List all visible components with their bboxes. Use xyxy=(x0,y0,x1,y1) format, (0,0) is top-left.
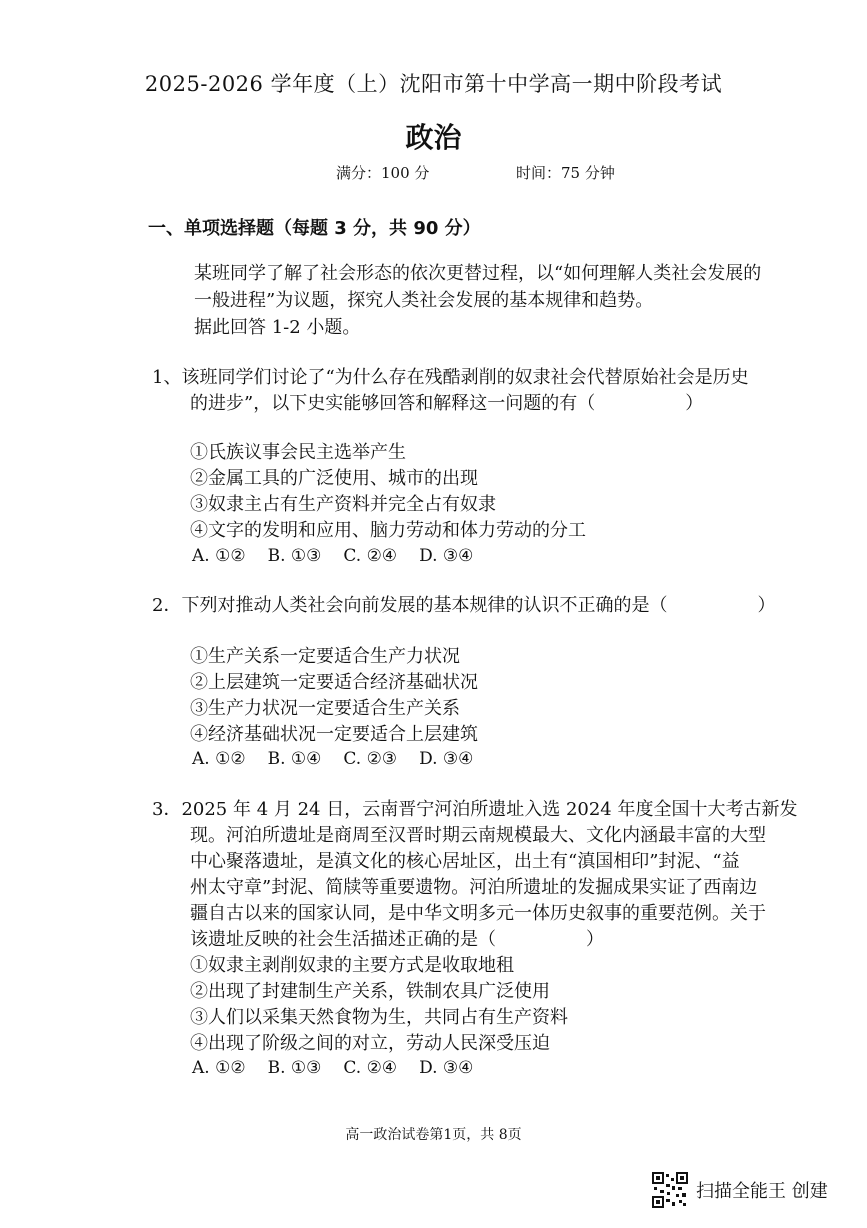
question-1-choices xyxy=(192,546,473,566)
section-heading: 一、单项选择题（每题 3 分，共 90 分） xyxy=(148,218,481,239)
question-3-choices xyxy=(192,1058,473,1078)
question-1-stem: 的进步”，以下史实能够回答和解释这一问题的有（ ） xyxy=(190,393,704,414)
question-2-stem: 2．下列对推动人类社会向前发展的基本规律的认识不正确的是（ ） xyxy=(152,595,776,616)
choice-d[interactable]: D. ③④ xyxy=(419,749,474,769)
full-score: 满分：100 分 xyxy=(336,164,430,182)
choice-a[interactable]: A. ①② xyxy=(192,546,246,566)
choice-b[interactable]: B. ①③ xyxy=(267,546,322,566)
question-3-option: ①奴隶主剥削奴隶的主要方式是收取地租 xyxy=(190,955,514,976)
exam-time: 时间：75 分钟 xyxy=(516,164,615,182)
intro-line: 一般进程”为议题，探究人类社会发展的基本规律和趋势。 xyxy=(194,290,654,311)
question-3-stem: 该遗址反映的社会生活描述正确的是（ ） xyxy=(190,929,604,950)
choice-d[interactable]: D. ③④ xyxy=(419,546,474,566)
question-2-option: ③生产力状况一定要适合生产关系 xyxy=(190,698,460,719)
question-1-option: ③奴隶主占有生产资料并完全占有奴隶 xyxy=(190,494,496,515)
question-1-option: ④文字的发明和应用、脑力劳动和体力劳动的分工 xyxy=(190,520,586,541)
question-1-stem: 1、该班同学们讨论了“为什么存在残酷剥削的奴隶社会代替原始社会是历史 xyxy=(152,367,749,388)
subject-title: 政治 xyxy=(405,121,462,154)
question-3-option: ④出现了阶级之间的对立，劳动人民深受压迫 xyxy=(190,1033,550,1054)
intro-line: 某班同学了解了社会形态的依次更替过程，以“如何理解人类社会发展的 xyxy=(194,263,762,284)
question-3-option: ③人们以采集天然食物为生，共同占有生产资料 xyxy=(190,1007,568,1028)
question-3-stem: 现。河泊所遗址是商周至汉晋时期云南规模最大、文化内涵最丰富的大型 xyxy=(190,825,766,846)
question-2-option: ①生产关系一定要适合生产力状况 xyxy=(190,646,460,667)
question-2-option: ②上层建筑一定要适合经济基础状况 xyxy=(190,672,478,693)
question-3-stem: 3．2025 年 4 月 24 日，云南晋宁河泊所遗址入选 2024 年度全国十大考古新发 xyxy=(152,799,798,820)
qr-code-icon xyxy=(652,1172,688,1208)
question-1-option: ②金属工具的广泛使用、城市的出现 xyxy=(190,468,478,489)
choice-c[interactable]: C. ②④ xyxy=(343,546,398,566)
choice-b[interactable]: B. ①④ xyxy=(267,749,322,769)
question-1-option: ①氏族议事会民主选举产生 xyxy=(190,442,406,463)
question-3-option: ②出现了封建制生产关系，铁制农具广泛使用 xyxy=(190,981,550,1002)
choice-c[interactable]: C. ②③ xyxy=(343,749,398,769)
page-footer: 高一政治试卷第1页，共 8页 xyxy=(345,1127,522,1143)
scanner-watermark-text: 扫描全能王 创建 xyxy=(696,1181,828,1202)
question-3-stem: 疆自古以来的国家认同，是中华文明多元一体历史叙事的重要范例。关于 xyxy=(190,903,766,924)
choice-a[interactable]: A. ①② xyxy=(192,749,246,769)
exam-title: 2025-2026 学年度（上）沈阳市第十中学高一期中阶段考试 xyxy=(144,72,723,96)
scanner-watermark xyxy=(652,1172,828,1208)
choice-a[interactable]: A. ①② xyxy=(192,1058,246,1078)
question-3-stem: 中心聚落遗址，是滇文化的核心居址区，出土有“滇国相印”封泥、“益 xyxy=(190,851,740,872)
question-3-stem: 州太守章”封泥、简牍等重要遗物。河泊所遗址的发掘成果实证了西南边 xyxy=(190,877,758,898)
choice-b[interactable]: B. ①③ xyxy=(267,1058,322,1078)
intro-line: 据此回答 1-2 小题。 xyxy=(194,317,361,338)
choice-d[interactable]: D. ③④ xyxy=(419,1058,474,1078)
choice-c[interactable]: C. ②④ xyxy=(343,1058,398,1078)
question-2-option: ④经济基础状况一定要适合上层建筑 xyxy=(190,724,478,745)
question-2-choices xyxy=(192,749,473,769)
